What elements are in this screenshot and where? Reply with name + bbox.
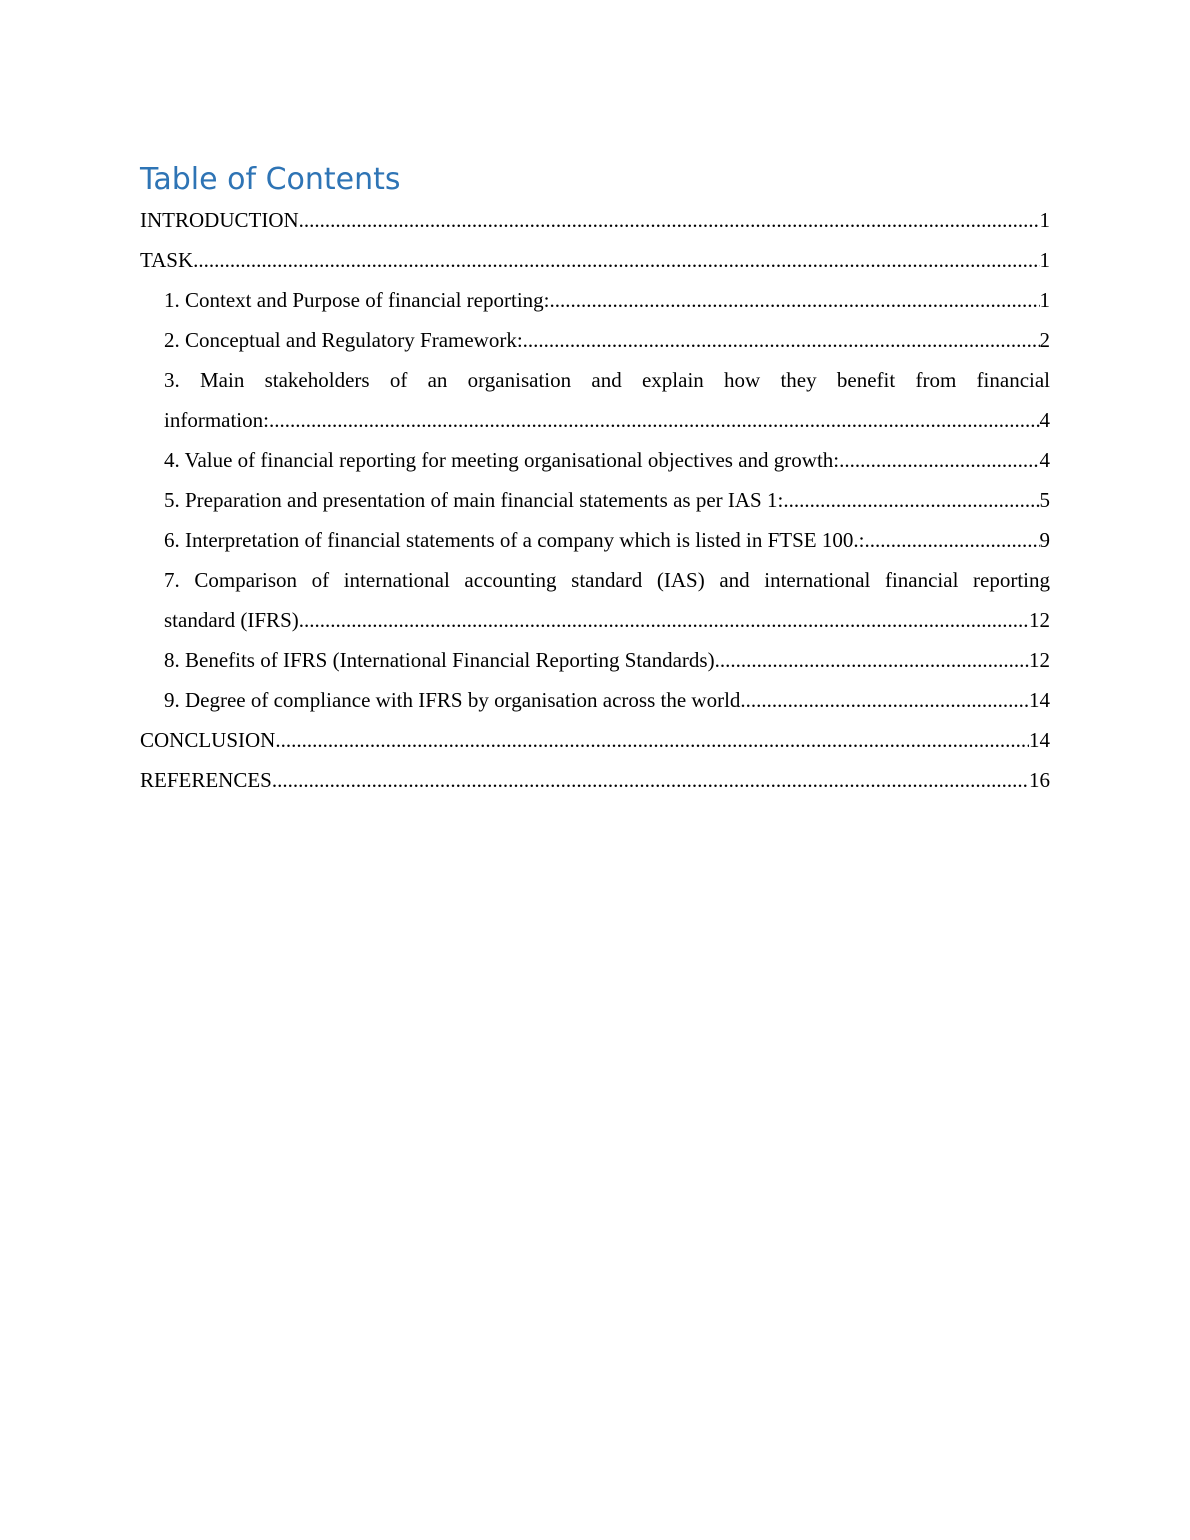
toc-entry-label-line2: standard (IFRS)	[164, 608, 299, 632]
toc-entry-conceptual-framework[interactable]	[140, 320, 1050, 360]
dot-leader	[299, 600, 1029, 640]
dot-leader	[299, 200, 1040, 240]
toc-entry-label: 4. Value of financial reporting for meeting organisational objectives and growth:	[164, 448, 840, 472]
toc-page-number: 1	[1039, 288, 1050, 312]
toc-page-number: 16	[1029, 768, 1050, 792]
toc-page-number: 2	[1039, 328, 1050, 352]
toc-page-number: 4	[1039, 448, 1050, 472]
toc-entry-label: 6. Interpretation of financial statements of a company which is listed in FTSE 100.:	[164, 528, 865, 552]
toc-entry-context-purpose[interactable]	[140, 280, 1050, 320]
dot-leader	[864, 520, 1039, 560]
dot-leader	[269, 400, 1040, 440]
toc-page-number: 9	[1039, 528, 1050, 552]
toc-entry-interpretation[interactable]	[140, 520, 1050, 560]
toc-entry-label-line1: 3. Main stakeholders of an organisation and explain how they benefit from financial	[164, 368, 1050, 392]
dot-leader	[523, 320, 1040, 360]
toc-page-number: 4	[1039, 408, 1050, 432]
dot-leader	[783, 480, 1039, 520]
toc-entry-label: REFERENCES	[140, 768, 272, 792]
toc-page-number: 12	[1029, 648, 1050, 672]
dot-leader	[550, 280, 1040, 320]
toc-entry-label-line1: 7. Comparison of international accounting standard (IAS) and international financial reporting	[164, 568, 1050, 592]
toc-entry-comparison-ias-ifrs[interactable]	[140, 560, 1050, 640]
toc-entry-task[interactable]	[140, 240, 1050, 280]
toc-entry-introduction[interactable]	[140, 200, 1050, 240]
toc-page-number: 1	[1039, 248, 1050, 272]
dot-leader	[272, 760, 1029, 800]
dot-leader	[839, 440, 1039, 480]
toc-entry-conclusion[interactable]	[140, 720, 1050, 760]
document-page	[140, 160, 1050, 800]
toc-entry-label: INTRODUCTION	[140, 208, 299, 232]
toc-entry-label-line2: information:	[164, 408, 269, 432]
toc-entry-preparation-presentation[interactable]	[140, 480, 1050, 520]
toc-page-number: 12	[1029, 608, 1050, 632]
toc-entry-stakeholders[interactable]	[140, 360, 1050, 440]
dot-leader	[275, 720, 1029, 760]
toc-entry-label: 2. Conceptual and Regulatory Framework:	[164, 328, 523, 352]
toc-entry-label: 1. Context and Purpose of financial reporting:	[164, 288, 550, 312]
toc-entry-label: 5. Preparation and presentation of main financial statements as per IAS 1:	[164, 488, 784, 512]
dot-leader	[746, 680, 1029, 720]
toc-entry-compliance-ifrs[interactable]	[140, 680, 1050, 720]
toc-entry-label: 9. Degree of compliance with IFRS by organisation across the world.	[164, 688, 746, 712]
toc-entry-value-financial-reporting[interactable]	[140, 440, 1050, 480]
toc-entry-label: 8. Benefits of IFRS (International Financial Reporting Standards)	[164, 648, 715, 672]
toc-entry-benefits-ifrs[interactable]	[140, 640, 1050, 680]
toc-page-number: 14	[1029, 688, 1050, 712]
dot-leader	[715, 640, 1029, 680]
toc-page-number: 5	[1039, 488, 1050, 512]
toc-list	[140, 200, 1050, 800]
toc-page-number: 1	[1039, 208, 1050, 232]
toc-entry-label: TASK	[140, 248, 194, 272]
toc-title: Table of Contents	[140, 162, 401, 197]
toc-entry-references[interactable]	[140, 760, 1050, 800]
toc-entry-label: CONCLUSION	[140, 728, 276, 752]
dot-leader	[193, 240, 1039, 280]
toc-page-number: 14	[1029, 728, 1050, 752]
